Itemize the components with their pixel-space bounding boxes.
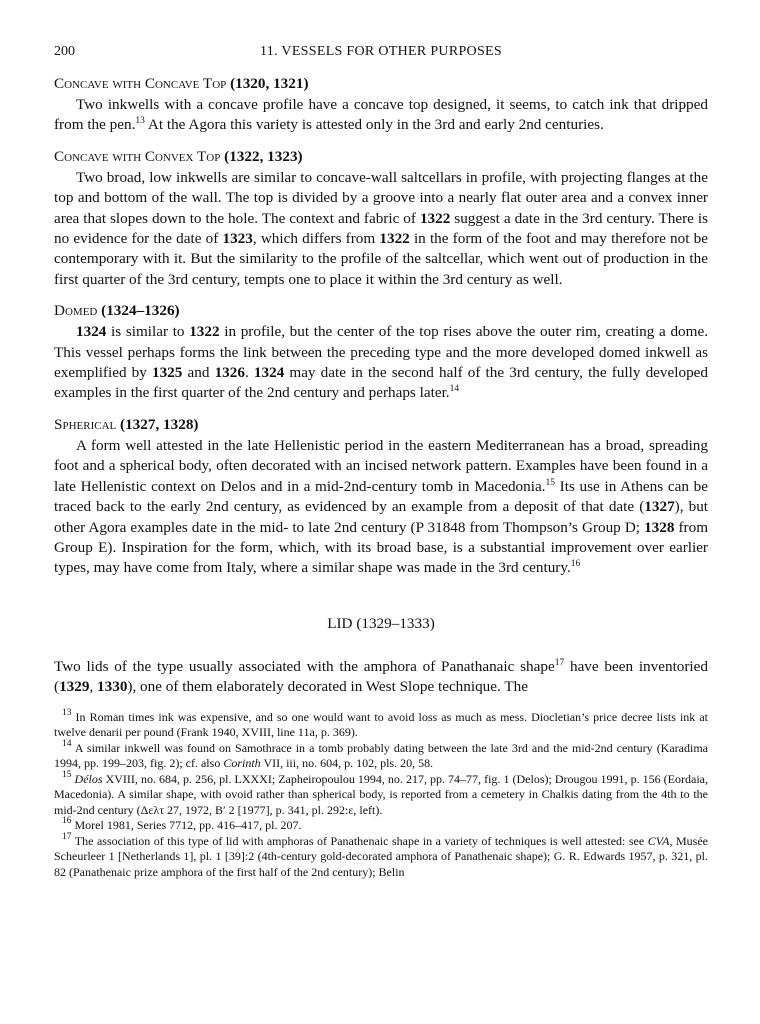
section-heading <box>54 147 708 166</box>
page-number: 200 <box>54 44 75 59</box>
section-heading <box>54 415 708 434</box>
section-heading-nums: (1322, 1323) <box>224 147 303 165</box>
section-paragraph: Two inkwells with a concave profile have a concave top designed, it seems, to catch ink that dripped from the pen.$^{13}$ At the Agora this variety is attested only in the 3rd and early 2nd centuries. <box>54 96 708 134</box>
running-header <box>54 40 708 62</box>
footnotes <box>54 707 708 881</box>
lid-heading-label: LID <box>327 614 353 632</box>
section-heading-label: Concave with Concave Top <box>54 75 231 92</box>
section-heading-label: Spherical <box>54 415 121 433</box>
section-paragraph: A form well attested in the late Hellenistic period in the eastern Mediterranean has a broad, spreading foot and a spherical body, often decorated with an incised network pattern. Examples have been found in a late Hellenistic context on Delos and in a mid-2nd-century tomb in Macedonia.$^{15}$ Its use in Athens can be traced back to the early 2nd century, as evidenced by an example from a deposit of that date (1327), but other Agora examples date in the mid- to late 2nd century (P 31848 from Thompson’s Group D; 1328 from Group E). Inspiration for the form, which, with its broad base, is a substantial improvement over earlier types, may have come from Italy, where a similar shape was made in the 3rd century.$^{16}$ <box>54 436 709 577</box>
sections <box>54 74 708 579</box>
section-paragraph: Two broad, low inkwells are similar to concave-wall saltcellars in profile, with projecting flanges at the top and bottom of the wall. The top is divided by a groove into a nearly flat outer area and a convex inner area that slopes down to the hole. The context and fabric of 1322 suggest a date in the 3rd century. There is no evidence for the date of 1323, which differs from 1322 in the form of the foot and may therefore not be contemporary with it. But the similarity to the profile of the saltcellar, which went out of production in the first quarter of the 3rd century, tempts one to place it within the 3rd century as well. <box>54 168 708 288</box>
section-heading-nums: (1320, 1321) <box>230 75 309 92</box>
lid-heading <box>54 615 708 633</box>
section-heading <box>54 74 708 93</box>
section-heading-label: Domed <box>54 302 102 320</box>
section-heading-label: Concave with Convex Top <box>54 147 225 165</box>
footnote: $^{17}$ The association of this type of lid with amphoras of Panathenaic shape in a variety of techniques is well attested: see CVA, Musée Scheurleer 1 [Netherlands 1], pl. 1 [39]:2 (4th-century gold-decorated amphora of Panathenaic shape); G. R. Edwards 1957, p. 321, pl. 82 (Panathenaic prize amphora of the first half of the 2nd century); Belin <box>54 831 708 879</box>
lid-paragraph: Two lids of the type usually associated with the amphora of Panathanaic shape$^{17}$ have been inventoried (1329, 1330), one of them elaborately decorated in West Slope technique. The <box>54 657 708 696</box>
section-heading-nums: (1324–1326) <box>101 302 180 320</box>
footnote: $^{14}$ A similar inkwell was found on Samothrace in a tomb probably dating between the late 3rd and the mid-2nd century (Karadima 1994, pp. 199–203, fig. 2); cf. also Corinth VII, iii, no. 604, p. 102, pls. 20, 58. <box>54 738 708 771</box>
lid-heading-nums: (1329–1333) <box>356 614 435 632</box>
section-paragraph: 1324 is similar to 1322 in profile, but the center of the top rises above the outer rim, creating a dome. This vessel perhaps forms the link between the preceding type and the more developed domed inkwell as exemplified by 1325 and 1326. 1324 may date in the second half of the 3rd century, the fully developed examples in the first quarter of the 2nd century and perhaps later.$^{14}$ <box>54 323 709 402</box>
page <box>54 40 708 880</box>
footnote: $^{15}$ Délos XVIII, no. 684, p. 256, pl. LXXXI; Zapheiropoulou 1994, no. 217, pp. 74–77, fig. 1 (Delos); Drougou 1991, p. 156 (Eordaia, Macedonia). A similar shape, with ovoid rather than spherical body, is reported from a cemetery in Chalkis dating from the 4th to the mid-2nd century (Δελτ 27, 1972, B′ 2 [1977], p. 341, pl. 292:ε, left). <box>54 769 708 817</box>
footnote: $^{16}$ Morel 1981, Series 7712, pp. 416–417, pl. 207. <box>62 816 302 833</box>
running-title: 11. VESSELS FOR OTHER PURPOSES <box>259 44 502 59</box>
section-heading <box>54 301 708 320</box>
footnote: $^{13}$ In Roman times ink was expensive, and so one would want to avoid loss as much as mess. Diocletian’s price decree lists ink at twelve denarii per pound (Frank 1940, XVIII, line 11a, p. 369). <box>54 707 708 740</box>
section-heading-nums: (1327, 1328) <box>120 415 199 433</box>
